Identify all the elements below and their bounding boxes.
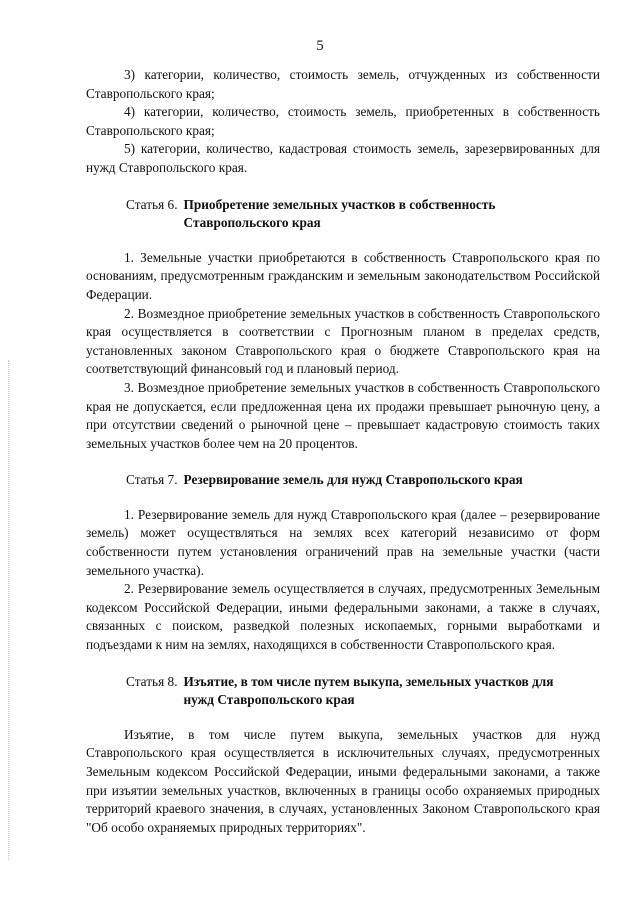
article-6-title: Приобретение земельных участков в собственность Ставропольского края (183, 196, 496, 231)
article-6-heading (86, 196, 600, 233)
article-6-paragraph-1: 1. Земельные участки приобретаются в собственность Ставропольского края по основаниям, предусмотренным гражданским и земельным законодательством Российской Федерации. (86, 249, 600, 302)
article-8-title: Изъятие, в том числе путем выкупа, земельных участков для нужд Ставропольского края (183, 673, 554, 708)
article-6-paragraph-2: 2. Возмездное приобретение земельных участков в собственность Ставропольского края осуществляется в соответствии с Прогнозным планом в пределах средств, установленных законом Ставропольского края о бюджете Ставропольского края на соответствующий финансовый год и плановый период. (86, 305, 600, 377)
document-body (86, 66, 600, 853)
article-7-paragraph-1: 1. Резервирование земель для нужд Ставропольского края (далее – резервирование земель) может осуществляться на землях всех категорий независимо от форм собственности путем установления ограничений прав на земельные участки (части земельного участка). (86, 506, 600, 578)
article-7-title: Резервирование земель для нужд Ставропольского края (183, 472, 523, 488)
article-8-number: Статья 8. (126, 673, 178, 689)
article-7-number: Статья 7. (126, 472, 178, 488)
article-7-heading (86, 471, 600, 490)
article-7-paragraph-2: 2. Резервирование земель осуществляется в случаях, предусмотренных Земельным кодексом Российской Федерации, иными федеральными законами, а также в случаях, связанных с поиском, разведкой полезных ископаемых, горными выработками и подъездами к ним на землях, находящихся в собственности Ставропольского края. (86, 581, 600, 653)
article-8-heading (86, 673, 600, 710)
article-8-paragraph-1: Изъятие, в том числе путем выкупа, земельных участков для нужд Ставропольского края осуществляется в исключительных случаях, предусмотренных Земельным кодексом Российской Федерации, иными федеральными законами, а также при изъятии земельных участков, включенных в границы особо охраняемых природных территорий краевого значения, в случаях, установленных Законом Ставропольского края "Об особо охраняемых природных территориях". (86, 726, 600, 835)
scan-margin-marks (8, 360, 11, 860)
article-6-number: Статья 6. (126, 196, 178, 212)
page-number: 5 (316, 38, 324, 54)
intro-list (86, 66, 600, 178)
intro-item-4: 4) категории, количество, стоимость земель, приобретенных в собственность Ставропольского края; (86, 104, 600, 138)
article-7-body (86, 506, 600, 655)
article-6-body (86, 249, 600, 454)
intro-item-3: 3) категории, количество, стоимость земель, отчужденных из собственности Ставропольского края; (86, 67, 600, 101)
article-8-body (86, 726, 600, 838)
intro-item-5: 5) категории, количество, кадастровая стоимость земель, зарезервированных для нужд Ставропольского края. (86, 141, 600, 175)
article-6-paragraph-3: 3. Возмездное приобретение земельных участков в собственность Ставропольского края не допускается, если предложенная цена их продажи превышает рыночную цену, а при отсутствии сведений о рыночной цене – превышает кадастровую стоимость таких земельных участков более чем на 20 процентов. (86, 379, 600, 451)
